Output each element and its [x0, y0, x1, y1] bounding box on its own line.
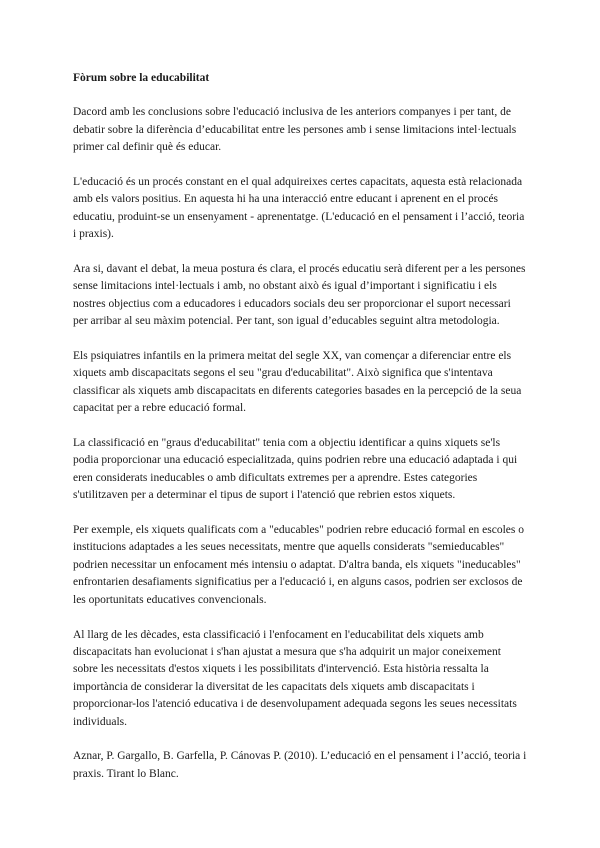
paragraph-education-process: L'educació és un procés constant en el qual adquireixes certes capacitats, aquesta està relacionada amb els valors positius. En aquesta hi ha una interacció entre educant i aprenent en el procés educatiu, produint-se un ensenyament - aprenentatge. (L'educació en el pensament i l’acció, teoria i praxis).	[73, 176, 525, 241]
paragraph-psychiatrists: Els psiquiatres infantils en la primera meitat del segle XX, van començar a diferenciar entre els xiquets amb discapacitats segons el seu "grau d'educabilitat". Això significa que s'intentava classificar als xiquets amb discapacitats en diferents categories basades en la percepció de la seua capacitat per a rebre educació formal.	[73, 350, 522, 415]
paragraph-position: Ara si, davant el debat, la meua postura és clara, el procés educatiu serà diferent per a les persones sense limitacions intel·lectuals i amb, no obstant això és igual d’important i significatiu i els nostres objectius com a educadores i educadors socials deu ser proporcionar el suport necessari per arribar al seu màxim potencial. Per tant, son igual d’educables seguint altra metodologia.	[73, 263, 526, 328]
document-body	[73, 70, 528, 801]
paragraph-definition: Dacord amb les conclusions sobre l'educació inclusiva de les anteriors companyes i per tant, de debatir sobre la diferència d’educabilitat entre les persones amb i sense limitacions intel·lectuals primer cal definir què és educar.	[73, 106, 517, 154]
document-title: Fòrum sobre la educabilitat	[73, 72, 210, 84]
reference-citation: Aznar, P. Gargallo, B. Garfella, P. Cánovas P. (2010). L’educació en el pensament i l’acció, teoria i praxis. Tirant lo Blanc.	[73, 750, 527, 780]
paragraph-example: Per exemple, els xiquets qualificats com a "educables" podrien rebre educació formal en escoles o institucions adaptades a les seues necessitats, mentre que aquells considerats "semieducables" podrien necessitar un enfocament més intensiu o adaptat. D'altra banda, els xiquets "ineducables" enfrontarien desafiaments significatius per a l'educació i, en alguns casos, podrien ser exclosos de les oportunitats educatives convencionals.	[73, 524, 525, 606]
paragraph-evolution: Al llarg de les dècades, esta classificació i l'enfocament en l'educabilitat dels xiquets amb discapacitats han evolucionat i s'han ajustat a mesura que s'ha adquirit un major coneixement sobre les necessitats d'estos xiquets i les possibilitats d'intervenció. Esta història ressalta la importància de considerar la diversitat de les capacitats dels xiquets amb discapacitats i proporcionar-los l'atenció educativa i de desenvolupament adequada segons les seues necessitats individuals.	[73, 628, 517, 728]
paragraph-classification: La classificació en "graus d'educabilitat" tenia com a objectiu identificar a quins xiquets se'ls podia proporcionar una educació especialitzada, quins podrien rebre una educació adaptada i qui eren considerats ineducables o amb dificultats extremes per a aprendre. Estes categories s'utilitzaven per a determinar el tipus de suport i l'atenció que rebrien estos xiquets.	[73, 437, 518, 502]
